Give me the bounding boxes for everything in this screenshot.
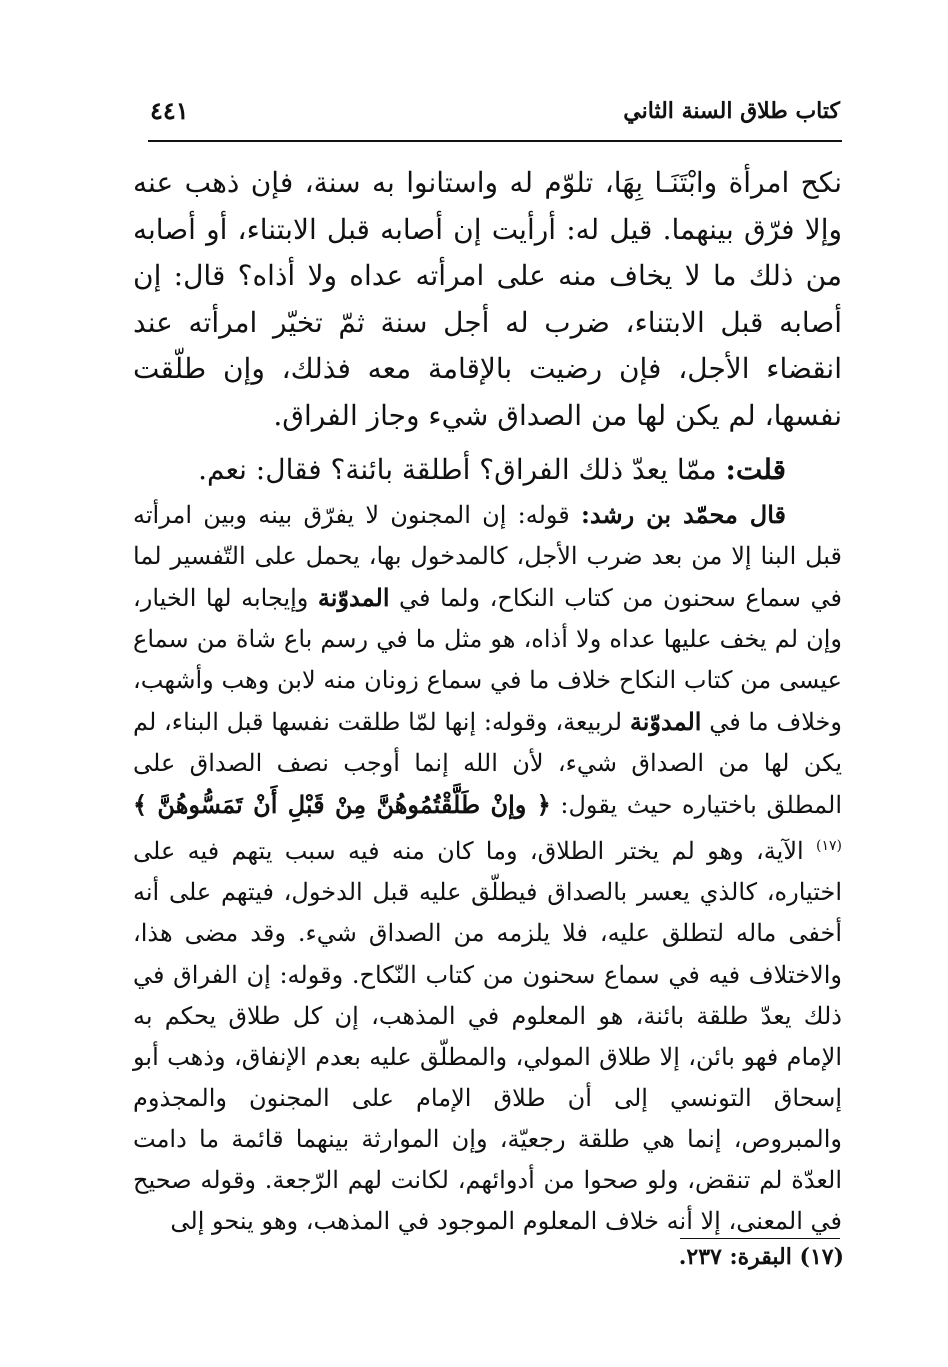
paragraph-3-part-a: قوله: إن المجنون لا يفرّق بينه وبين امرأته قبل البنا إلا من بعد ضرب الأجل، كالمدخول بها، يحمل على التّفسير لما في سماع سحنون من كتاب النكاح، ولما في <box>133 500 842 612</box>
paragraph-1: نكح امرأة وابْتَنَـا بِهَا، تلوّم له واستانوا به سنة، فإن ذهب عنه وإلا فرّق بينهما. قيل له: أرأيت إن أصابه قبل الابتناء، أو أصابه من ذلك ما لا يخاف منه على امرأته عداه ولا أذاه؟ قال: إن أصابه قبل الابتناء، ضرب له أجل سنة ثمّ تخيّر امرأته عند انقضاء الأجل، فإن رضيت بالإقامة معه فذلك، وإن طلّقت نفسها، لم يكن لها من الصداق شيء وجاز الفراق. <box>133 166 843 432</box>
running-title: كتاب طلاق السنة الثاني <box>623 98 840 124</box>
page-number: ٤٤١ <box>150 96 189 125</box>
paragraph-3-part-f: الآية، وهو لم يختر الطلاق، وما كان منه فيه سبب يتهم فيه على اختياره، كالذي يعسر بالصداق فيطلّق عليه قبل الدخول، فيتهم على أنه أخفى ماله لتطلق عليه، فلا يلزمه من الصداق شيء. وقد مضى هذا، والاختلاف فيه في سماع سحنون من كتاب النّكاح. وقوله: إن الفراق في ذلك يعدّ طلقة بائنة، هو المعلوم في المذهب، إن كل طلاق يحكم به الإمام فهو بائن، إلا طلاق المولي، والمطلّق عليه بعدم الإنفاق، وذهب أبو إسحاق التونسي إلى أن طلاق الإمام على المجنون والمجذوم والمبروص، إنما هي طلقة رجعيّة، وإن الموارثة بينهما قائمة ما دامت العدّة لم تنقض، ولو صحوا من أدوائهم، لكانت لهم الرّجعة. وقوله صحيح في المعنى، إلا أنه خلاف المعلوم الموجود في المذهب، وهو ينحو إلى <box>133 837 843 1236</box>
footnote-divider <box>680 1238 840 1239</box>
paragraph-2-lead: قلت: <box>725 453 786 486</box>
page-header <box>150 92 840 132</box>
paragraph-3-part-c: وإيجابه لها الخيار، وإن لم يخف عليها عداه ولا أذاه، هو مثل ما في رسم باع شاة من سماع عيسى من كتاب النكاح خلاف ما في سماع زونان منه لابن وهب وأشهب، وخلاف ما في <box>133 583 842 736</box>
paragraph-3 <box>133 494 842 1243</box>
footnote: (١٧) البقرة: ٢٣٧. <box>678 1244 844 1270</box>
book-title-mudawwana-1: المدوّنة <box>317 582 390 612</box>
commentator-name: قال محمّد بن رشد: <box>581 499 786 529</box>
paragraph-2-text: ممّا يعدّ ذلك الفراق؟ أطلقة بائنة؟ فقال: نعم. <box>198 453 717 486</box>
header-divider <box>148 140 842 142</box>
book-title-mudawwana-2: المدوّنة <box>629 706 702 736</box>
paragraph-2 <box>133 447 842 494</box>
paragraph-3-part-e: لربيعة، وقوله: إنها لمّا طلقت نفسها قبل البناء، لم يكن لها من الصداق شيء، لأن الله إنما أوجب نصف الصداق على المطلق باختياره حيث يقول: <box>133 707 843 820</box>
footnote-reference[interactable]: (١٧) <box>816 838 842 855</box>
main-text <box>133 160 842 1242</box>
quran-quote: ﴿ وإنْ طَلَّقْتُمُوهُنَّ مِنْ قَبْلِ أَنْ تَمَسُّوهُنَّ ﴾ <box>133 790 551 820</box>
